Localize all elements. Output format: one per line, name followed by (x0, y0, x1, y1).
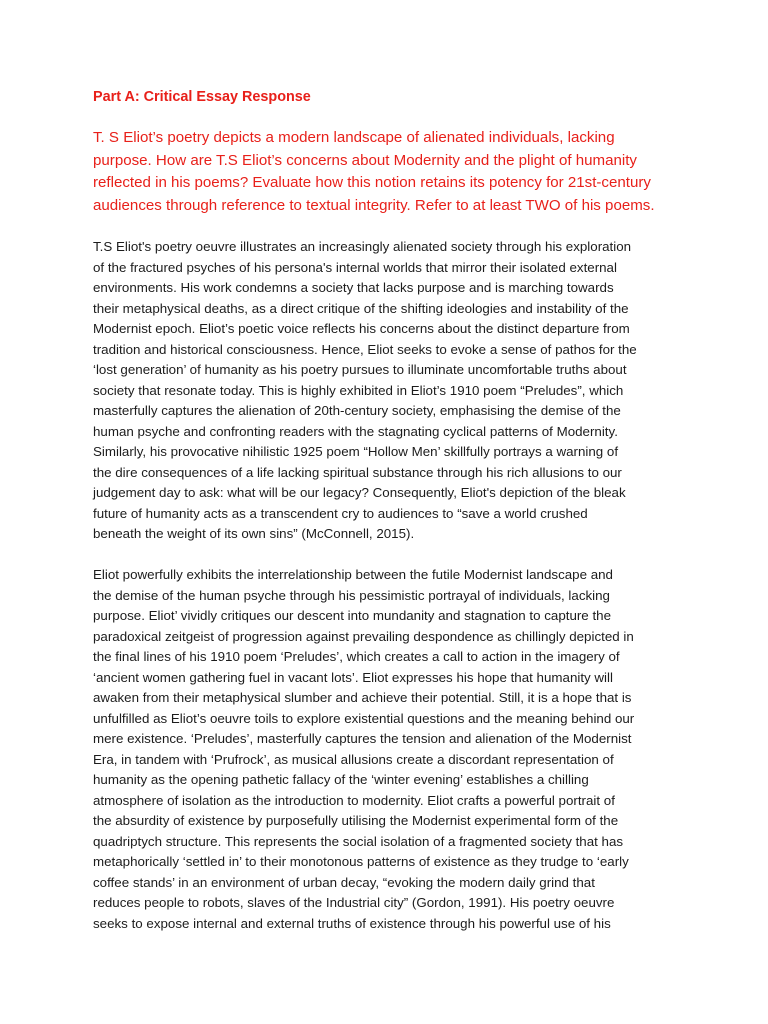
paragraph-line: Eliot powerfully exhibits the interrelationship between the futile Modernist landscape and (93, 567, 613, 582)
paragraph-line: society that resonate today. This is highly exhibited in Eliot’s 1910 poem “Preludes”, which (93, 382, 624, 398)
paragraph-line: awaken from their metaphysical slumber and achieve their potential. Still, it is a hope that is (93, 690, 632, 705)
paragraph-line: beneath the weight of its own sins” (McConnell, 2015). (93, 526, 415, 541)
paragraph-line: purpose. Eliot’ vividly critiques our descent into mundanity and stagnation to capture the (93, 608, 611, 623)
paragraph-line: the final lines of his 1910 poem ‘Preludes’, which creates a call to action in the imagery of (93, 649, 620, 664)
paragraph-line: humanity as the opening pathetic fallacy of the ‘winter evening’ establishes a chilling (93, 772, 589, 787)
paragraph-line: judgement day to ask: what will be our legacy? Consequently, Eliot's depiction of the bleak (93, 485, 626, 500)
paragraph-line: environments. His work condemns a society that lacks purpose and is marching towards (93, 280, 614, 295)
paragraph-line: of the fractured psyches of his persona's internal worlds that mirror their isolated external (93, 259, 617, 275)
paragraph-line: ‘lost generation’ of humanity as his poetry pursues to illuminate uncomfortable truths about (93, 362, 627, 377)
paragraph-line: tradition and historical consciousness. Hence, Eliot seeks to evoke a sense of pathos for the (93, 341, 637, 357)
paragraph-line: mere existence. ‘Preludes’, masterfully captures the tension and alienation of the Modernist (93, 731, 632, 746)
paragraph-spacer (93, 545, 675, 566)
paragraph-line: unfulfilled as Eliot’s oeuvre toils to explore existential questions and the meaning behind our (93, 710, 635, 726)
paragraph-line: paradoxical zeitgeist of progression against prevailing despondence as chillingly depicted in (93, 628, 634, 644)
paragraph-line: reduces people to robots, slaves of the Industrial city” (Gordon, 1991). His poetry oeuvre (93, 895, 615, 910)
paragraph-line: T.S Eliot's poetry oeuvre illustrates an increasingly alienated society through his exploration (93, 239, 632, 254)
paragraph-line: human psyche and confronting readers with the stagnating cyclical patterns of Modernity. (93, 423, 618, 439)
question-line: T. S Eliot’s poetry depicts a modern landscape of alienated individuals, lacking (93, 129, 615, 146)
paragraph-line: future of humanity acts as a transcendent cry to audiences to “save a world crushed (93, 505, 588, 521)
essay-paragraph-1 (93, 237, 675, 545)
paragraph-line: the dire consequences of a life lacking spiritual substance through his rich allusions to our (93, 464, 622, 480)
question-line: audiences through reference to textual integrity. Refer to at least TWO of his poems. (93, 196, 655, 214)
essay-paragraph-2 (93, 565, 675, 934)
document-page (93, 86, 675, 934)
paragraph-line: coffee stands’ in an environment of urban decay, “evoking the modern daily grind that (93, 874, 595, 890)
paragraph-line: Similarly, his provocative nihilistic 1925 poem “Hollow Men’ skillfully portrays a warning of (93, 444, 619, 459)
paragraph-line: ‘ancient women gathering fuel in vacant lots’. Eliot expresses his hope that humanity will (93, 669, 613, 685)
paragraph-line: Era, in tandem with ‘Prufrock’, as musical allusions create a discordant representation of (93, 751, 614, 767)
paragraph-line: Modernist epoch. Eliot’s poetic voice reflects his concerns about the distinct departure from (93, 321, 630, 336)
paragraph-line: their metaphysical deaths, as a direct critique of the shifting ideologies and instability of the (93, 300, 629, 316)
paragraph-line: seeks to expose internal and external truths of existence through his powerful use of his (93, 915, 611, 931)
question-line: reflected in his poems? Evaluate how this notion retains its potency for 21st-century (93, 174, 651, 191)
paragraph-line: the absurdity of existence by purposefully utilising the Modernist experimental form of the (93, 813, 619, 828)
paragraph-line: quadriptych structure. This represents the social isolation of a fragmented society that has (93, 833, 624, 849)
essay-question (93, 127, 675, 217)
question-line: purpose. How are T.S Eliot’s concerns about Modernity and the plight of humanity (93, 151, 637, 169)
paragraph-line: the demise of the human psyche through his pessimistic portrayal of individuals, lacking (93, 587, 610, 603)
paragraph-line: atmosphere of isolation as the introduction to modernity. Eliot crafts a powerful portrait of (93, 792, 615, 808)
paragraph-line: metaphorically ‘settled in’ to their monotonous patterns of existence as they trudge to ‘early (93, 854, 629, 869)
section-heading: Part A: Critical Essay Response (93, 89, 311, 105)
paragraph-line: masterfully captures the alienation of 20th-century society, emphasising the demise of the (93, 403, 621, 418)
